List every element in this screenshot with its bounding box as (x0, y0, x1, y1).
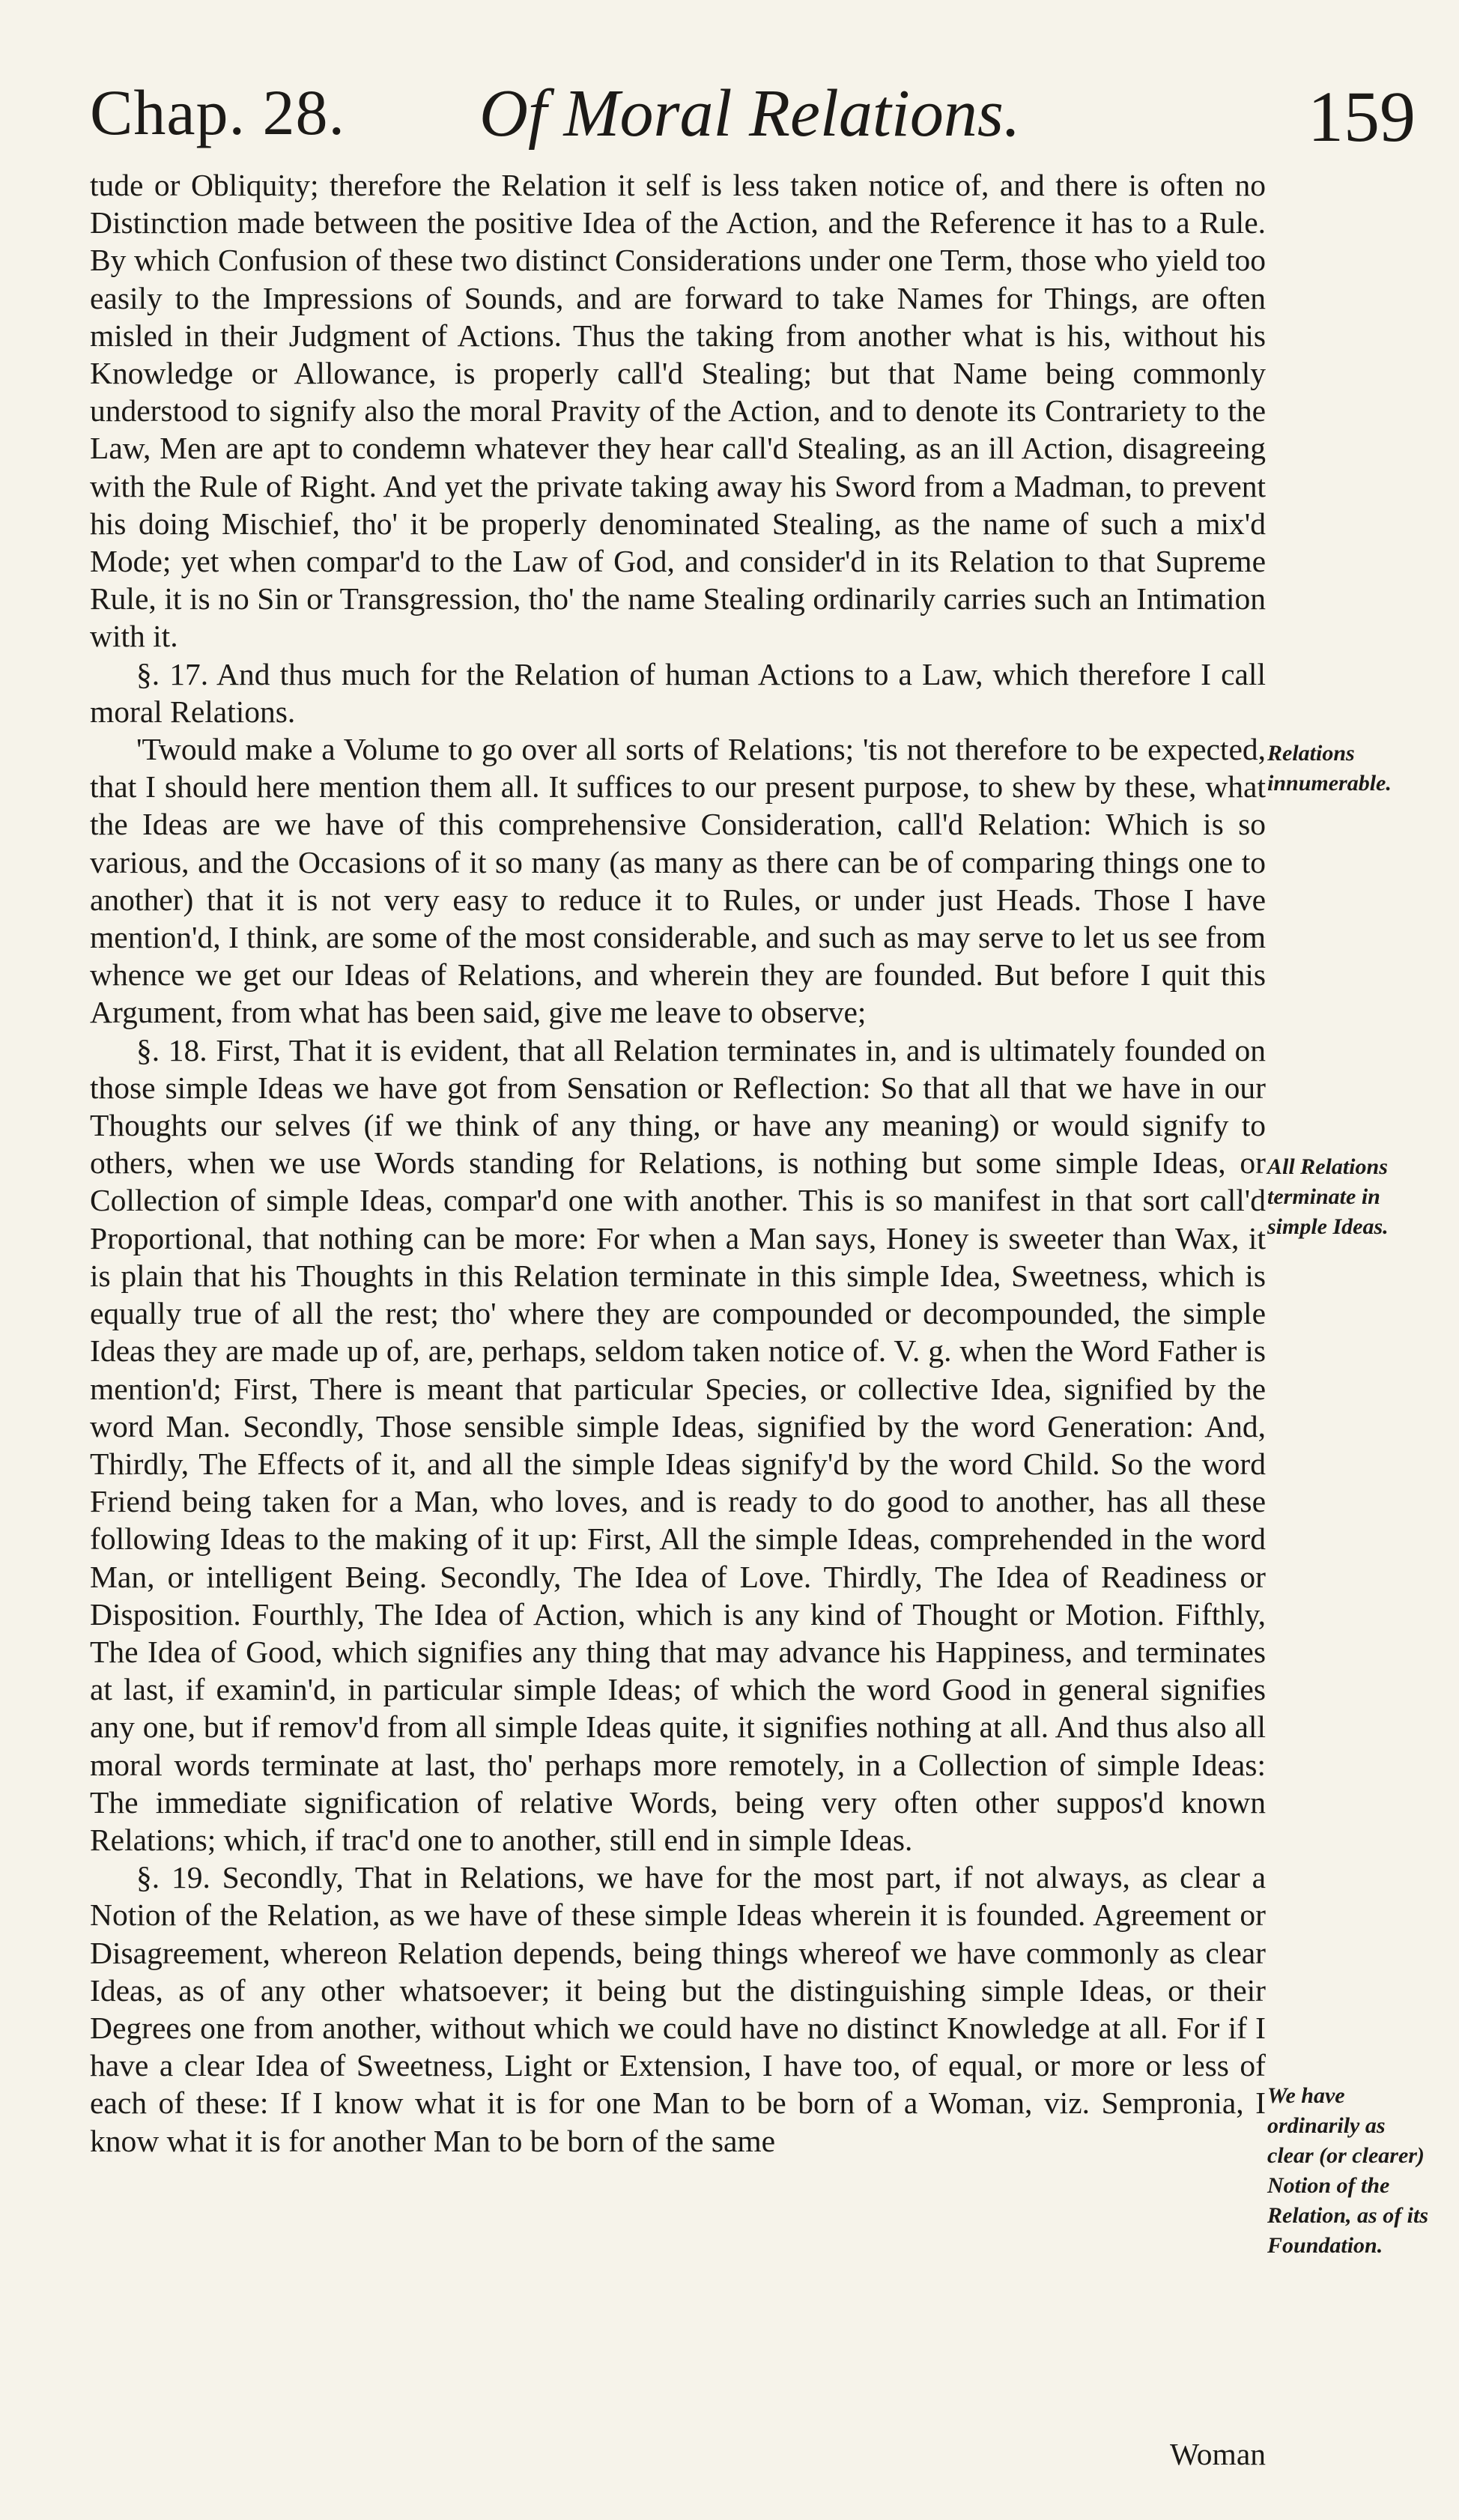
paragraph-continuation (90, 166, 1266, 655)
paragraph-text: §. 18. First, That it is evident, that all Relation terminates in, and is ultimately founded on those simple Ideas we have got from Sensation or Reflection: So that all that we have in our Thoughts our selves (if we think of any thing, or have any meaning) or would signify to others, when we use Words standing for Relations, is nothing but some simple Ideas, or Collection of simple Ideas, compar'd one with another. This is so manifest in that sort call'd Proportional, that nothing can be more: For when a Man says, Honey is sweeter than Wax, it is plain that his Thoughts in this Relation terminate in this simple Idea, Sweetness, which is equally true of all the rest; tho' where they are compounded or decompounded, the simple Ideas they are made up of, are, perhaps, seldom taken notice of. V. g. when the Word Father is mention'd; First, There is meant that particular Species, or collective Idea, signified by the word Man. Secondly, Those sensible simple Ideas, signified by the word Generation: And, Thirdly, The Effects of it, and all the simple Ideas signify'd by the word Child. So the word Friend being taken for a Man, who loves, and is ready to do good to another, has all these following Ideas to the making of it up: First, All the simple Ideas, comprehended in the word Man, or intelligent Being. Secondly, The Idea of Love. Thirdly, The Idea of Readiness or Disposition. Fourthly, The Idea of Action, which is any kind of Thought or Motion. Fifthly, The Idea of Good, which signifies any thing that may advance his Happiness, and terminates at last, if examin'd, in particular simple Ideas; of which the word Good in general signifies any one, but if remov'd from all simple Ideas quite, it signifies nothing at all. And thus also all moral words terminate at last, tho' perhaps more remotely, in a Collection of simple Ideas: The immediate signification of relative Words, being very often other suppos'd known Relations; which, if trac'd one to another, still end in simple Ideas. (90, 1032, 1266, 1857)
chapter-label: Chap. 28. (90, 76, 346, 148)
running-title: Of Moral Relations. (479, 76, 1021, 151)
page-number: 159 (1308, 76, 1416, 157)
paragraph-section-19 (90, 1859, 1266, 2160)
paragraph-section-17-continued (90, 730, 1266, 1032)
margin-note-section-18: All Relations terminate in simple Ideas. (1267, 1154, 1389, 1239)
margin-note-section-19: We have ordinarily as clear (or clearer) Notion of the Relation, as of its Foundation. (1267, 2083, 1429, 2258)
paragraph-section-18 (90, 1032, 1266, 1859)
paragraph-text: §. 19. Secondly, That in Relations, we have for the most part, if not always, as clear a Notion of the Relation, as we have of these simple Ideas wherein it is founded. Agreement or Disagreement, whereon Relation depends, being things whereof we have commonly as clear Ideas, as of any other whatsoever; it being but the distinguishing simple Ideas, or their Degrees one from another, without which we could have no distinct Knowledge at all. For if I have a clear Idea of Sweetness, Light or Extension, I have too, of equal, or more or less of each of these: If I know what it is for one Man to be born of a Woman, viz. Sempronia, I know what it is for another Man to be born of the same (90, 1860, 1266, 2158)
paragraph-section-17 (90, 655, 1266, 730)
running-header (90, 75, 1416, 165)
paragraph-text: 'Twould make a Volume to go over all sorts of Relations; 'tis not therefore to be expected, that I should here mention them all. It suffices to our present purpose, to shew by these, what the Ideas are we have of this comprehensive Consideration, call'd Relation: Which is so various, and the Occasions of it so many (as many as there can be of comparing things one to another) that it is not very easy to reduce it to Rules, or under just Heads. Those I have mention'd, I think, are some of the most considerable, and such as may serve to let us see from whence we get our Ideas of Relations, and wherein they are founded. But before I quit this Argument, from what has been said, give me leave to observe; (90, 732, 1266, 1030)
body-text (90, 166, 1266, 2160)
margin-note-section-17: Relations innumerable. (1267, 741, 1392, 796)
paragraph-text: tude or Obliquity; therefore the Relation it self is less taken notice of, and there is often no Distinction made between the positive Idea of the Action, and the Reference it has to a Rule. By which Confusion of these two distinct Considerations under one Term, those who yield too easily to the Impressions of Sounds, and are forward to take Names for Things, are often misled in their Judgment of Actions. Thus the taking from another what is his, without his Knowledge or Allowance, is properly call'd Stealing; but that Name being commonly understood to signify also the moral Pravity of the Action, and to denote its Contrariety to the Law, Men are apt to condemn whatever they hear call'd Stealing, as an ill Action, disagreeing with the Rule of Right. And yet the private taking away his Sword from a Madman, to prevent his doing Mischief, tho' it be properly denominated Stealing, as the name of such a mix'd Mode; yet when compar'd to the Law of God, and consider'd in its Relation to that Supreme Rule, it is no Sin or Transgression, tho' the name Stealing ordinarily carries such an Intimation with it. (90, 168, 1266, 654)
paragraph-text: §. 17. And thus much for the Relation of human Actions to a Law, which therefore I call moral Relations. (90, 656, 1266, 729)
catchword: Woman (1169, 2437, 1266, 2471)
